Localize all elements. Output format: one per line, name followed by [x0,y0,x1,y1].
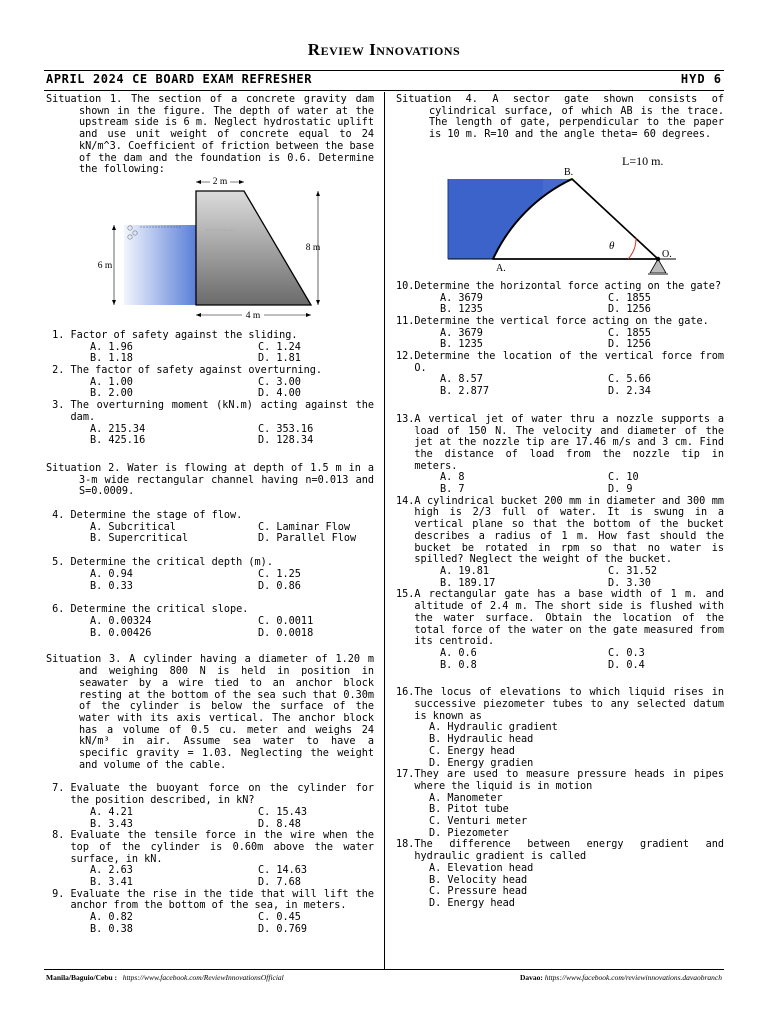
right-column [396,94,724,910]
question-10: 10. Determine the horizontal force acting on the gate? [396,280,722,292]
options-q14: A. 19.81 C. 31.52 B. 189.17 D. 3.30 [440,565,658,589]
options-q6: A. 0.00324 C. 0.0011 B. 0.00426 D. 0.0018 [90,615,314,639]
options-q10: A. 3679 C. 1855 B. 1235 D. 1256 [440,292,651,316]
theta-label: θ [609,239,615,252]
label-A: A. [496,262,506,274]
question-1: 1. Factor of safety against the sliding. [46,329,298,341]
options-q18: A. Elevation head B. Velocity head C. Pressure head D. Energy head [429,862,534,909]
question-16: 16. The locus of elevations to which liquid rises in successive piezometer tubes to any selected datum is known as [396,687,724,722]
question-13: 13. A vertical jet of water thru a nozzle supports a load of 150 N. The velocity and diameter of the jet at the nozzle tip are 17.46 m/s and 3 cm. Find the distance of load from the nozzle tip in meters. [396,413,724,472]
sector-gate-figure [396,147,724,275]
situation-4: Situation 4. A sector gate shown consists of cylindrical surface, of which AB is the trace. The length of gate, perpendicular to the paper is 10 m. R=10 and the angle theta= 60 degrees. [396,94,724,141]
options-q7: A. 4.21 C. 15.43 B. 3.43 D. 8.48 [90,806,308,830]
column-divider [384,92,385,970]
options-q1: A. 1.96 C. 1.24 B. 1.18 D. 1.81 [90,341,301,365]
dim-left-label: 6 m [97,260,113,271]
footer-left-link[interactable]: https://www.facebook.com/ReviewInnovationsOfficial [122,973,284,982]
question-4: 4. Determine the stage of flow. [46,510,243,522]
exam-title: APRIL 2024 CE BOARD EXAM REFRESHER [46,72,313,86]
options-q15: A. 0.6 C. 0.3 B. 0.8 D. 0.4 [440,647,645,671]
dim-top-label: 2 m [212,176,228,187]
question-3: 3. The overturning moment (kN.m) acting against the dam. [46,400,374,423]
options-q4: A. Subcritical C. Laminar Flow B. Supercritical D. Parallel Flow [90,521,357,545]
footer-left-label: Manila/Baguio/Cebu : [46,973,118,982]
options-q3: A. 215.34 C. 353.16 B. 425.16 D. 128.34 [90,423,314,447]
left-column [46,94,374,936]
footer-right [520,973,722,982]
question-14: 14. A cylindrical bucket 200 mm in diameter and 300 mm high is 2/3 full of water. It is swung in a vertical plane so that the bottom of the bucket describes a radius of 1 m. How fast should the bucket be rotated in rpm so that no water is spilled? Neglect the weight of the bucket. [396,495,724,566]
question-17: 17. They are used to measure pressure heads in pipes where the liquid is in motion [396,769,724,792]
situation-1: Situation 1. The section of a concrete gravity dam shown in the figure. The depth of water at the upstream side is 6 m. Neglect hydrostatic uplift and use unit weight of concrete equal to 24 kN/m^3. Coefficient of friction between the base of the dam and the foundation is 0.6. Determine the following: [46,94,374,176]
question-2: 2. The factor of safety against overturning. [46,365,323,377]
subject-code: HYD 6 [680,72,722,86]
upstream-water [124,225,196,305]
question-9: 9. Evaluate the rise in the tide that will lift the anchor from the bottom of the sea, in meters. [46,888,374,912]
situation-2: Situation 2. Water is flowing at depth of 1.5 m in a 3-m wide rectangular channel having n=0.013 and S=0.0009. [46,462,374,498]
brand-title: Review Innovations [307,40,461,59]
question-6: 6. Determine the critical slope. [46,604,249,616]
options-q16: A. Hydraulic gradient B. Hydraulic head C. Energy head D. Energy gradien [429,722,558,769]
question-11: 11. Determine the vertical force acting on the gate. [396,315,709,327]
dam-section [196,191,311,305]
options-q12: A. 8.57 C. 5.66 B. 2.877 D. 2.34 [440,374,651,398]
label-L: L=10 m. [622,153,664,168]
options-q13: A. 8 C. 10 B. 7 D. 9 [440,472,639,496]
footer-rule [44,969,724,970]
question-7: 7. Evaluate the buoyant force on the cylinder for the position described, in kN? [46,783,374,807]
options-q9: A. 0.82 C. 0.45 B. 0.38 D. 0.769 [90,912,308,935]
situation-3: Situation 3. A cylinder having a diameter of 1.20 m and weighing 800 N is held in position in seawater by a wire tied to an anchor block resting at the bottom of the sea such that 0.30m of the cylinder is below the surface of the water with its axis vertical. The anchor block has a volume of 0.5 cu. meter and weighs 24 kN/m³ in air. Assume sea water to have a specific gravity = 1.03. Neglecting the weight and volume of the cable. [46,654,374,771]
header-rule [44,70,724,71]
options-q2: A. 1.00 C. 3.00 B. 2.00 D. 4.00 [90,376,301,400]
options-q5: A. 0.94 C. 1.25 B. 0.33 D. 0.86 [90,568,301,592]
question-18: 18. The difference between energy gradient and hydraulic gradient is called [396,839,724,863]
footer-right-label: Davao: [519,973,543,982]
header-rule-bottom [44,90,724,91]
dim-right-label: 8 m [305,242,321,253]
options-q17: A. Manometer B. Pitot tube C. Venturi meter D. Piezometer [429,792,528,839]
options-q11: A. 3679 C. 1855 B. 1235 D. 1256 [440,327,651,351]
question-5: 5. Determine the critical depth (m). [46,557,273,569]
footer-left [46,973,284,982]
label-O: O. [662,248,672,260]
footer-right-link[interactable]: https://www.facebook.com/reviewinnovations.davaobranch [544,973,722,982]
question-8: 8. Evaluate the tensile force in the wire when the top of the cylinder is 0.60m above the water surface, in kN. [46,830,374,865]
label-B: B. [564,166,574,178]
dam-figure [46,177,374,325]
question-15: 15. A rectangular gate has a base width of 1 m. and altitude of 2.4 m. The short side is flushed with the water surface. Obtain the location of the total force of the water on the gate measured from its centroid. [396,589,724,648]
question-12: 12. Determine the location of the vertical force from O. [396,351,724,374]
dim-bottom-label: 4 m [245,310,261,321]
options-q8: A. 2.63 C. 14.63 B. 3.41 D. 7.68 [90,865,308,889]
